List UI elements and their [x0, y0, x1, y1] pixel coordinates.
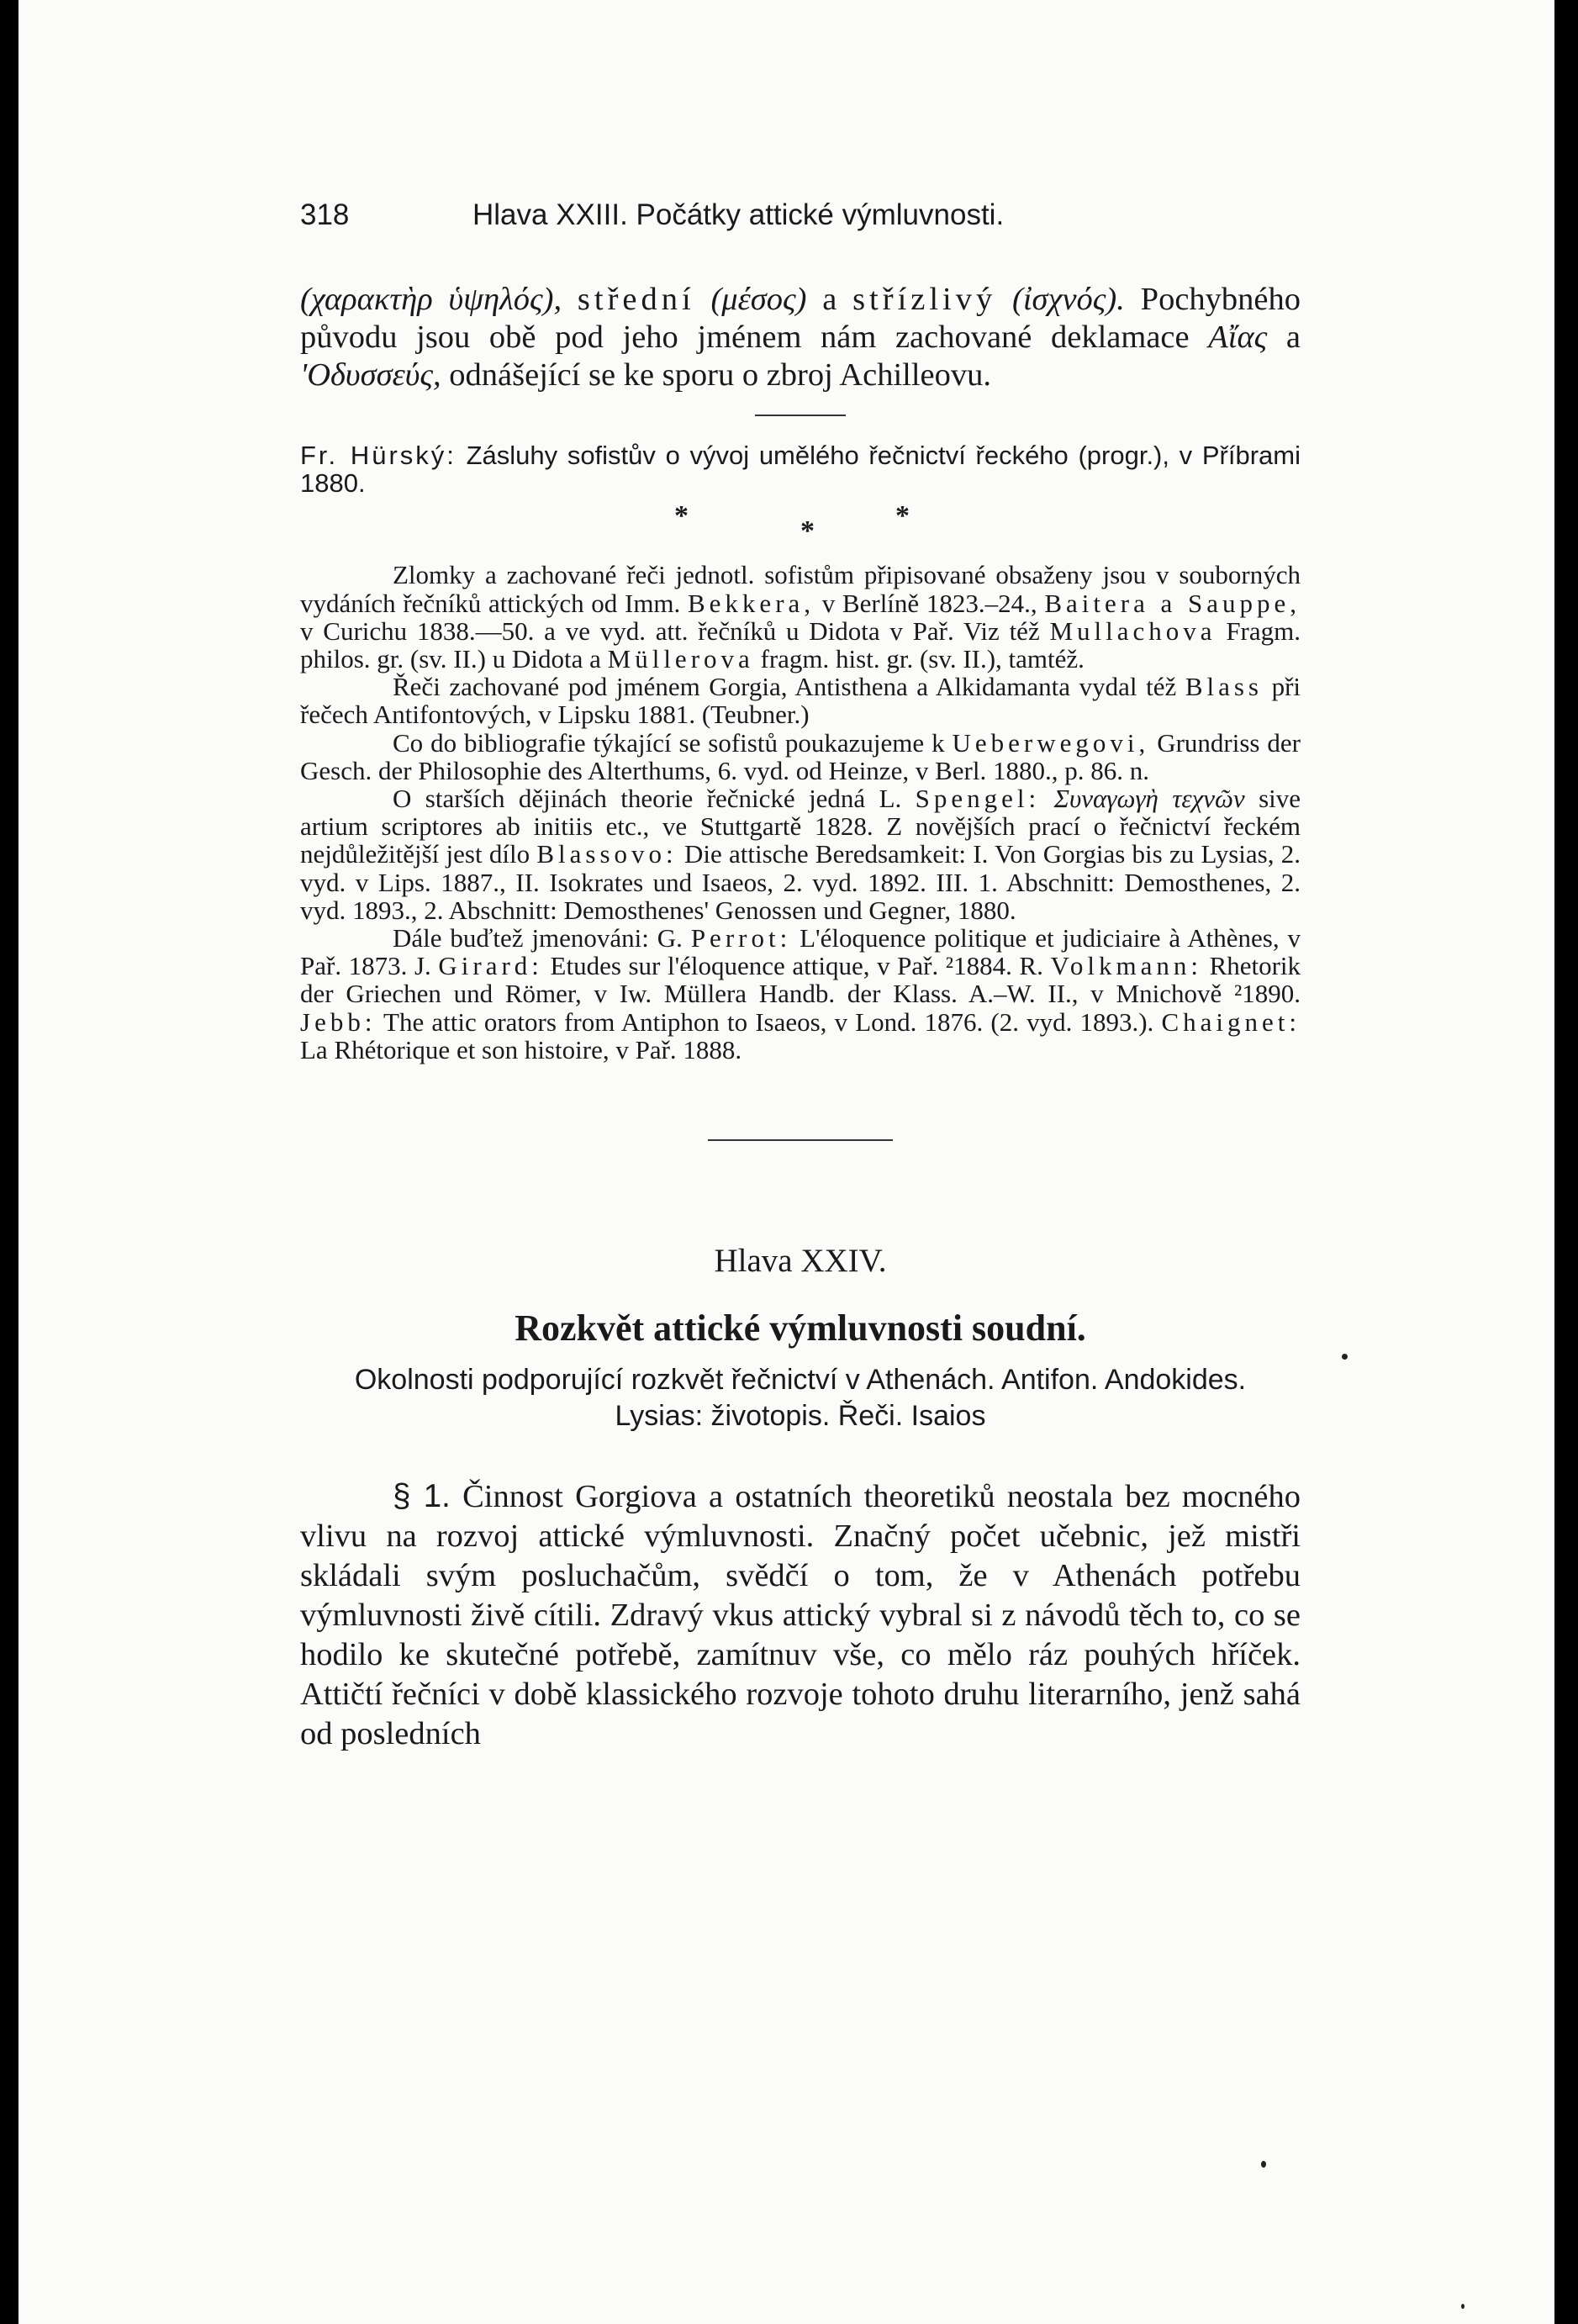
chapter-summary-line-1: Okolnosti podporující rozkvět řečnictví v Athenách. Antifon. Andokides. — [354, 1364, 1247, 1397]
style-middle: střední — [577, 282, 695, 317]
intro-text-2: odnášející se ke sporu o zbroj Achilleovu. — [449, 357, 992, 393]
conjunction-2: a — [1285, 320, 1301, 355]
hursky-text: Zásluhy sofistův o vývoj umělého řečnictví řeckého (progr.), v Příbrami 1880. — [300, 441, 1301, 499]
bib-text: Co do bibliografie týkající se sofistů poukazujeme k — [393, 727, 945, 758]
page-number: 318 — [300, 198, 350, 231]
chapter-number: Hlava XXIV. — [714, 1243, 887, 1280]
asterism-star-right: * — [895, 500, 910, 532]
bib-text: Dále buďtež jmenováni: G. — [393, 923, 683, 953]
bib-text: Etudes sur l'éloquence attique, v Pař. ²1884. R. — [550, 951, 1043, 981]
bib-author-muller: Müllerova — [607, 644, 754, 674]
bibliography-ueberweg — [300, 729, 1301, 784]
bib-author-perrot: Perrot: — [690, 923, 792, 953]
bib-author-spengel: Spengel: — [915, 784, 1041, 814]
bib-text: Řeči zachované pod jménem Gorgia, Antisthena a Alkidamanta vydal též — [393, 672, 1177, 702]
short-divider — [755, 415, 846, 416]
greek-odysseus: 'Οδυσσεύς, — [300, 357, 441, 393]
page-content — [300, 198, 1301, 1754]
author-hursky: Fr. Hürský: — [300, 441, 457, 470]
asterism — [300, 497, 1301, 547]
bib-text: The attic orators from Antiphon to Isaeos, v Lond. 1876. (2. vyd. 1893.). — [383, 1006, 1154, 1037]
scan-speck — [1261, 2161, 1266, 2168]
bib-author-girard: Girard: — [438, 951, 543, 981]
bib-author-jebb: Jebb: — [300, 1006, 377, 1037]
style-plain: střízlivý — [852, 282, 997, 317]
asterism-star-left: * — [674, 500, 689, 532]
bib-text: Die attische Beredsamkeit: I. Von Gorgias bis zu Lysias, 2. vyd. v Lips. 1887., II. Isokrates und Isaeos, 2. vyd. 1892. III. 1. Abschnitt: Demosthenes, 2. vyd. 1893., 2. Abschnitt: Demosthenes' Genossen und Gegner, 1880. — [300, 839, 1301, 925]
running-title: Hlava XXIII. Počátky attické výmluvnosti. — [472, 198, 1005, 231]
bibliography-editions — [300, 561, 1301, 673]
chapter-title: Rozkvět attické výmluvnosti soudní. — [515, 1307, 1086, 1350]
scan-speck — [1461, 2304, 1465, 2309]
hursky-reference — [300, 441, 1301, 497]
bib-author-mullach: Mullachova — [1049, 615, 1216, 646]
bib-text: při řečech Antifontových, v Lipsku 1881. (Teubner.) — [300, 672, 1301, 730]
chapter-summary — [300, 1362, 1301, 1434]
bib-text: Zlomky a zachované řeči jednotl. sofistům připisované obsaženy jsou v souborných vydáních řečníků attických od Imm. — [300, 560, 1301, 618]
scan-speck — [1342, 1354, 1348, 1360]
greek-term-middle: (μέσος) — [710, 282, 807, 317]
bib-text: Rhetorik der Griechen und Römer, v Iw. Müllera Handb. der Klass. A.–W. II., v Mnichově ²1890. — [300, 951, 1301, 1009]
bib-author-baiter-sauppe: Baitera a Sauppe, — [1044, 588, 1301, 618]
greek-term-plain: (ἰσχνός). — [1012, 282, 1125, 317]
bib-text: fragm. hist. gr. (sv. II.), tamtéž. — [760, 644, 1085, 674]
bib-author-blassovo: Blassovo: — [536, 839, 678, 869]
bib-author-ueberweg: Ueberwegovi, — [952, 727, 1150, 758]
bib-text: v Berlíně 1823.–24., — [821, 588, 1037, 618]
asterism-star-center: * — [800, 515, 815, 547]
greek-ajax: Αἴας — [1208, 320, 1268, 355]
greek-term-elevated: (χαρακτὴρ ὑψηλός), — [300, 282, 562, 317]
bib-text: v Curichu 1838.—50. a ve vyd. att. řečníků u Didota v Pař. Viz též — [300, 615, 1040, 646]
bib-text: sive artium scriptores ab initiis etc., ve Stuttgartě 1828. Z novějších prací o řečnictví řeckém nejdůležitější jest dílo — [300, 784, 1301, 869]
bib-author-volkmann: Volkmann: — [1050, 951, 1202, 981]
bib-text: Fragm. philos. gr. (sv. II.) u Didota a — [300, 615, 1301, 674]
bibliography-further — [300, 924, 1301, 1064]
bib-text: Grundriss der Gesch. der Philosophie des Alterthums, 6. vyd. od Heinze, v Berl. 1880., p. 86. n. — [300, 727, 1301, 785]
bib-text: O starších dějinách theorie řečnické jedná L. — [393, 784, 902, 814]
chapter-summary-line-2: Lysias: životopis. Řeči. Isaios — [615, 1400, 986, 1433]
section-1-paragraph — [300, 1476, 1301, 1754]
bib-text: La Rhétorique et son histoire, v Pař. 1888. — [300, 1034, 742, 1064]
intro-text-1: Pochybného původu jsou obě pod jeho jménem nám zachované deklamace — [300, 282, 1301, 355]
conjunction: a — [822, 282, 837, 317]
book-page — [18, 0, 1554, 2324]
bibliography-blass — [300, 673, 1301, 728]
section-1-text: Činnost Gorgiova a ostatních theoretiků neostala bez mocného vlivu na rozvoj attické výmluvnosti. Značný počet učebnic, jež mistři skládali svým posluchačům, svědčí o tom, že v Athenách potřebu výmluvnosti živě cítili. Zdravý vkus attický vybral si z návodů těch to, co se hodilo ke skutečné potřebě, zamítnuv vše, co mělo ráz pouhých hříček. Attičtí řečníci v době klassického rozvoje tohoto druhu literarního, jenž sahá od posledních — [300, 1479, 1301, 1752]
bib-author-chaignet: Chaignet: — [1161, 1006, 1301, 1037]
bibliography-spengel — [300, 784, 1301, 924]
bib-greek-title: Συναγωγὴ τεχνῶν — [1053, 784, 1245, 814]
intro-paragraph — [300, 281, 1301, 394]
bib-text: L'éloquence politique et judiciaire à Athènes, v Pař. 1873. J. — [300, 923, 1301, 981]
section-mark: § 1. — [393, 1478, 451, 1515]
chapter-divider — [708, 1139, 893, 1141]
bib-author-blass: Blass — [1185, 672, 1263, 702]
bib-author-bekker: Bekkera, — [688, 588, 815, 618]
running-header — [300, 198, 1301, 232]
